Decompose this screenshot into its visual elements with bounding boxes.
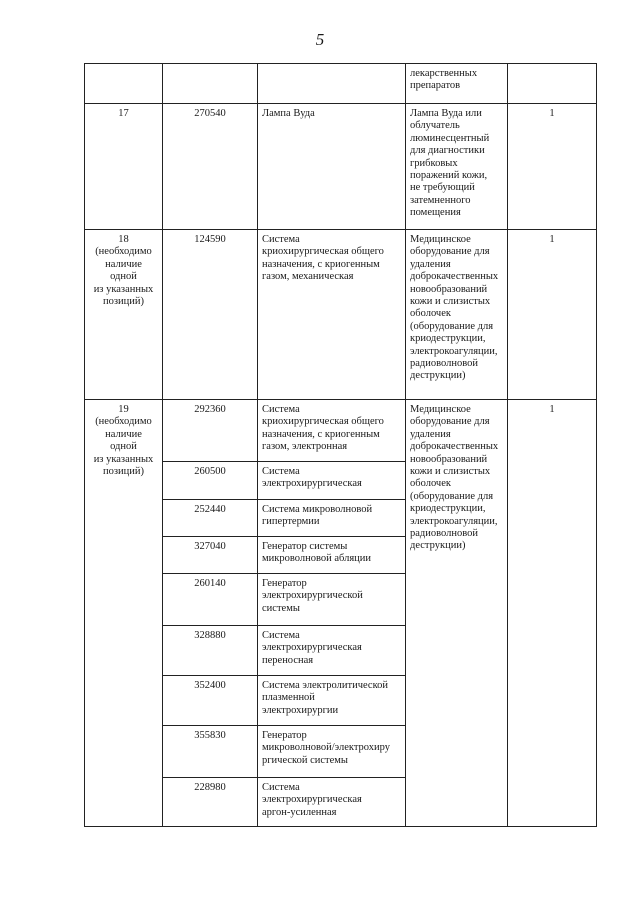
row-number: 17	[85, 104, 163, 230]
item-name: Система электролитической плазменной электрохирургии	[258, 676, 406, 726]
item-name: Лампа Вуда	[258, 104, 406, 230]
item-code: 292360	[163, 400, 258, 462]
row-number: 18 (необходимо наличие одной из указанных позиций)	[85, 230, 163, 400]
item-code: 270540	[163, 104, 258, 230]
item-code: 124590	[163, 230, 258, 400]
item-name: Система криохирургическая общего назначения, с криогенным газом, механическая	[258, 230, 406, 400]
quantity	[508, 64, 597, 104]
item-code: 260140	[163, 574, 258, 626]
item-name: Генератор электрохирургической системы	[258, 574, 406, 626]
item-code: 352400	[163, 676, 258, 726]
row-number: 19 (необходимо наличие одной из указанных позиций)	[85, 400, 163, 827]
item-code: 260500	[163, 462, 258, 500]
item-name: Система криохирургическая общего назначения, с криогенным газом, электронная	[258, 400, 406, 462]
item-code: 355830	[163, 726, 258, 778]
table-row	[85, 104, 597, 230]
quantity: 1	[508, 104, 597, 230]
page-number: 5	[315, 30, 325, 49]
item-code: 252440	[163, 500, 258, 537]
item-name: Генератор системы микроволновой абляции	[258, 537, 406, 574]
item-code: 328880	[163, 626, 258, 676]
table-row	[85, 64, 597, 104]
item-name: Система электрохирургическая переносная	[258, 626, 406, 676]
item-code: 327040	[163, 537, 258, 574]
requirement-description: Медицинское оборудование для удаления доброкачественных новообразований кожи и слизистых оболочек (оборудование для криодеструкции, электрокоагуляции, радиоволновой деструкции)	[406, 230, 508, 400]
item-code: 228980	[163, 778, 258, 827]
equipment-table	[84, 63, 597, 827]
quantity: 1	[508, 230, 597, 400]
requirement-description: Лампа Вуда или облучатель люминесцентный для диагностики грибковых поражений кожи, не требующий затемненного помещения	[406, 104, 508, 230]
item-name: Система электрохирургическая аргон-усиленная	[258, 778, 406, 827]
item-name: Генератор микроволновой/электрохиру ргической системы	[258, 726, 406, 778]
table-row	[85, 400, 597, 462]
requirement-description: Медицинское оборудование для удаления доброкачественных новообразований кожи и слизистых оболочек (оборудование для криодеструкции, электрокоагуляции, радиоволновой деструкции)	[406, 400, 508, 827]
row-number	[85, 64, 163, 104]
quantity: 1	[508, 400, 597, 827]
item-name: Система микроволновой гипертермии	[258, 500, 406, 537]
item-name	[258, 64, 406, 104]
table-row	[85, 230, 597, 400]
item-name: Система электрохирургическая	[258, 462, 406, 500]
requirement-description: лекарственных препаратов	[406, 64, 508, 104]
item-code	[163, 64, 258, 104]
